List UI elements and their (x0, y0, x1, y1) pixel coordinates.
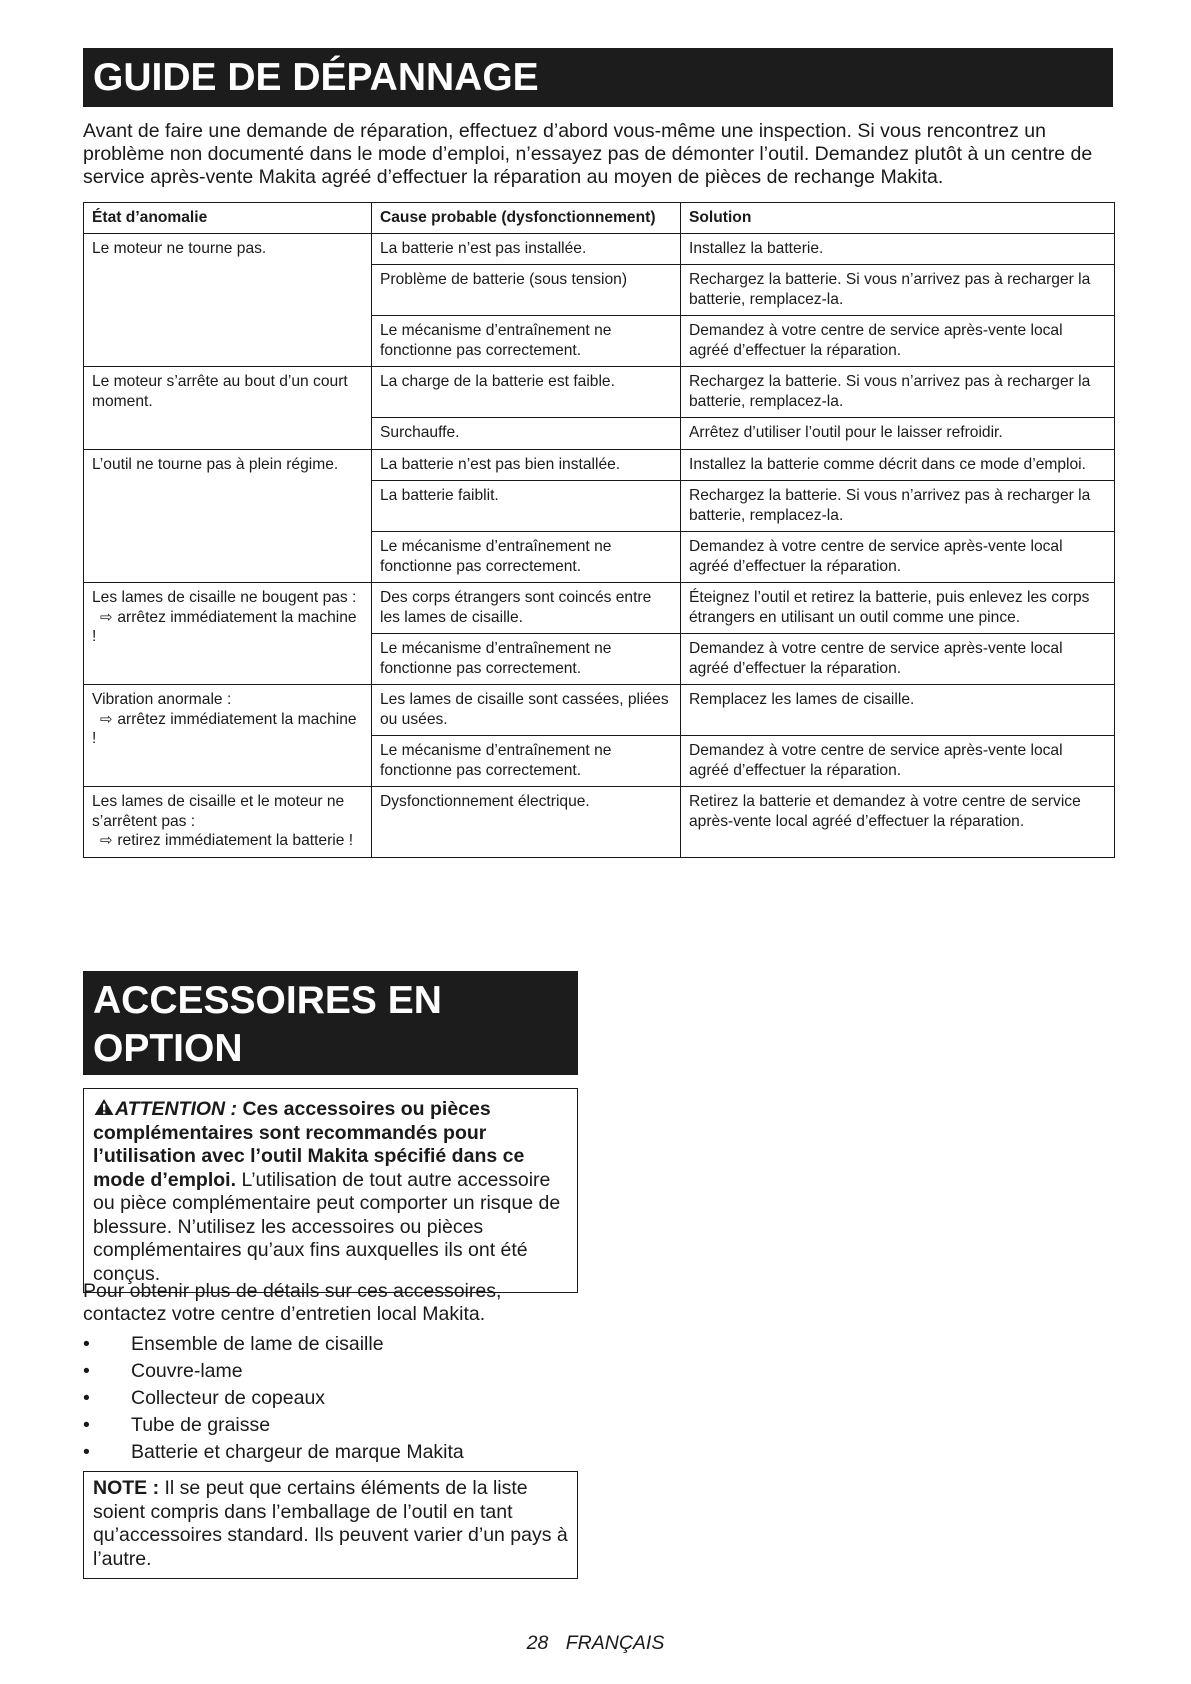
anomaly-action (92, 831, 363, 851)
solution-cell: Installez la batterie. (681, 233, 1115, 265)
note-label: NOTE : (93, 1477, 160, 1499)
anomaly-action-text: arrêtez immédiatement la machine ! (92, 608, 357, 645)
attention-box (83, 1088, 578, 1293)
anomaly-state-text: Le moteur ne tourne pas. (92, 239, 267, 257)
attention-text: L’utilisation de tout autre accessoire ou pièce complémentaire peut comporter un risque de blessure. N’utilisez les accessoires ou pièces complémentaires qu’aux fins auxquelles ils ont été conçus. (93, 1168, 561, 1285)
anomaly-state-cell (84, 583, 372, 685)
accessories-details: Pour obtenir plus de détails sur ces accessoires, contactez votre centre d’entretien local Makita. (83, 1280, 502, 1325)
anomaly-state-text: L’outil ne tourne pas à plein régime. (92, 455, 339, 473)
solution-cell: Demandez à votre centre de service après-vente local agréé d’effectuer la réparation. (681, 316, 1115, 367)
anomaly-state-cell (84, 449, 372, 583)
solution-cell: Rechargez la batterie. Si vous n’arrivez pas à recharger la batterie, remplacez-la. (681, 265, 1115, 316)
probable-cause-cell: La batterie n’est pas installée. (372, 233, 681, 265)
table-row (84, 685, 1115, 736)
attention-bold-text: Ces accessoires ou pièces complémentaires sont recommandés pour l’utilisation avec l’outil Makita spécifié dans ce mode d’emploi. (93, 1098, 525, 1191)
anomaly-action-text: arrêtez immédiatement la machine ! (92, 710, 357, 747)
list-item: • Couvre-lame (83, 1360, 243, 1382)
list-item: • Ensemble de lame de cisaille (83, 1333, 384, 1355)
anomaly-action (92, 608, 363, 647)
header-cause: Cause probable (dysfonctionnement) (372, 203, 681, 234)
probable-cause-cell: Le mécanisme d’entraînement ne fonctionne pas correctement. (372, 532, 681, 583)
accessories-title-line2: OPTION (93, 1027, 243, 1070)
probable-cause-cell: Surchauffe. (372, 418, 681, 450)
accessories-title (83, 971, 578, 1075)
header-state: État d’anomalie (84, 203, 372, 234)
anomaly-action-text: retirez immédiatement la batterie ! (117, 832, 354, 849)
probable-cause-cell: Le mécanisme d’entraînement ne fonctionne pas correctement. (372, 736, 681, 787)
solution-cell: Demandez à votre centre de service après-vente local agréé d’effectuer la réparation. (681, 634, 1115, 685)
table-row (84, 233, 1115, 265)
solution-cell: Rechargez la batterie. Si vous n’arrivez pas à recharger la batterie, remplacez-la. (681, 481, 1115, 532)
warning-triangle-icon (93, 1098, 115, 1116)
note-box (83, 1471, 578, 1579)
solution-cell: Remplacez les lames de cisaille. (681, 685, 1115, 736)
solution-cell: Éteignez l’outil et retirez la batterie, puis enlevez les corps étrangers en utilisant un outil comme une pince. (681, 583, 1115, 634)
probable-cause-cell: Dysfonctionnement électrique. (372, 787, 681, 858)
anomaly-state-cell (84, 233, 372, 367)
page-number: 28 (526, 1632, 549, 1654)
outline-right-arrow-icon: ⇨ (100, 709, 118, 728)
anomaly-state-cell (84, 685, 372, 787)
troubleshooting-intro: Avant de faire une demande de réparation, effectuez d’abord vous-même une inspection. Si vous rencontrez un problème non documenté dans le mode d’emploi, n’essayez pas de démonter l’outil. Demandez plutôt à un centre de service après-vente Makita agréé d’effectuer la réparation au moyen de pièces de rechange Makita. (83, 120, 1093, 188)
page-language: FRANÇAIS (565, 1632, 665, 1654)
note-text: Il se peut que certains éléments de la liste soient compris dans l’emballage de l’outil en tant qu’accessoires standard. Ils peuvent varier d’un pays à l’autre. (93, 1477, 568, 1570)
anomaly-state-text: Le moteur s’arrête au bout d’un court moment. (92, 373, 348, 410)
attention-label: ATTENTION : (115, 1098, 238, 1120)
outline-right-arrow-icon: ⇨ (100, 831, 118, 849)
list-item: • Batterie et chargeur de marque Makita (83, 1441, 464, 1463)
solution-cell: Demandez à votre centre de service après-vente local agréé d’effectuer la réparation. (681, 736, 1115, 787)
solution-cell: Demandez à votre centre de service après-vente local agréé d’effectuer la réparation. (681, 532, 1115, 583)
anomaly-state-text: Vibration anormale : (92, 691, 232, 708)
table-row (84, 367, 1115, 418)
accessories-list (83, 1331, 583, 1466)
troubleshooting-table (83, 202, 1115, 858)
table-header-row (84, 203, 1115, 234)
anomaly-action (92, 710, 363, 749)
accessories-title-line1: ACCESSOIRES EN (93, 979, 442, 1022)
probable-cause-cell: Le mécanisme d’entraînement ne fonctionne pas correctement. (372, 634, 681, 685)
page-footer (0, 1632, 1191, 1655)
probable-cause-cell: La batterie n’est pas bien installée. (372, 449, 681, 481)
probable-cause-cell: Des corps étrangers sont coincés entre les lames de cisaille. (372, 583, 681, 634)
anomaly-state-text: Les lames de cisaille ne bougent pas : (92, 589, 357, 606)
list-item: • Tube de graisse (83, 1414, 271, 1436)
anomaly-state-cell (84, 787, 372, 858)
list-item: • Collecteur de copeaux (83, 1387, 326, 1409)
outline-right-arrow-icon: ⇨ (100, 607, 118, 626)
anomaly-state-cell (84, 367, 372, 450)
probable-cause-cell: Problème de batterie (sous tension) (372, 265, 681, 316)
probable-cause-cell: Le mécanisme d’entraînement ne fonctionne pas correctement. (372, 316, 681, 367)
solution-cell: Retirez la batterie et demandez à votre centre de service après-vente local agréé d’effectuer la réparation. (681, 787, 1115, 858)
solution-cell: Arrêtez d’utiliser l’outil pour le laisser refroidir. (681, 418, 1115, 450)
anomaly-state-text: Les lames de cisaille et le moteur ne s’arrêtent pas : (92, 793, 345, 830)
solution-cell: Rechargez la batterie. Si vous n’arrivez pas à recharger la batterie, remplacez-la. (681, 367, 1115, 418)
table-row (84, 583, 1115, 634)
probable-cause-cell: La batterie faiblit. (372, 481, 681, 532)
solution-cell: Installez la batterie comme décrit dans ce mode d’emploi. (681, 449, 1115, 481)
troubleshooting-title: GUIDE DE DÉPANNAGE (83, 48, 1113, 107)
table-row (84, 449, 1115, 481)
table-row (84, 787, 1115, 858)
probable-cause-cell: La charge de la batterie est faible. (372, 367, 681, 418)
header-solution: Solution (681, 203, 1115, 234)
probable-cause-cell: Les lames de cisaille sont cassées, pliées ou usées. (372, 685, 681, 736)
